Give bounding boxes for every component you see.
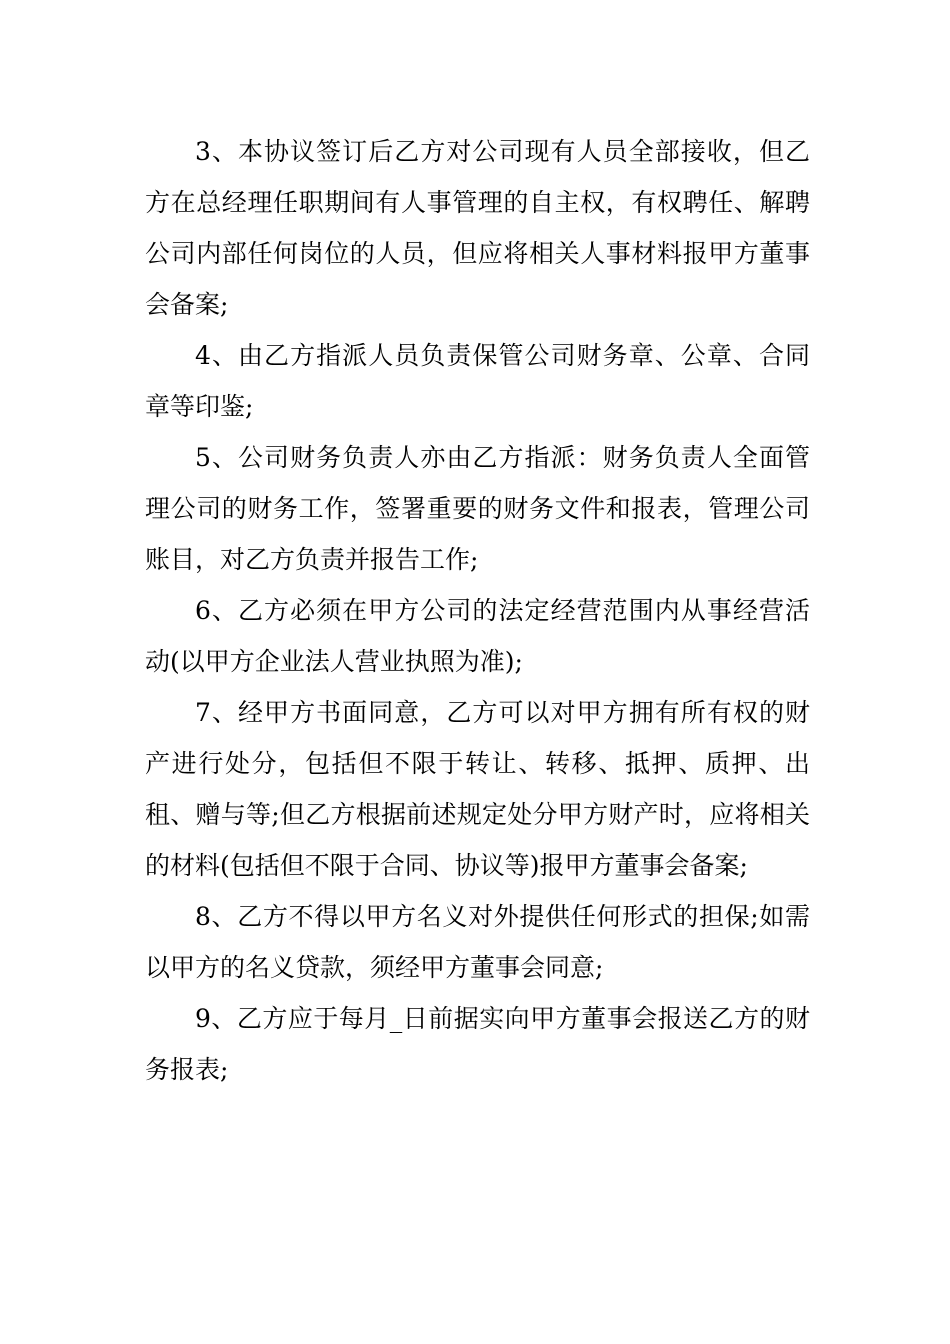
- clause-6: 6、乙方必须在甲方公司的法定经营范围内从事经营活动(以甲方企业法人营业执照为准);: [145, 596, 810, 676]
- clause-8: 8、乙方不得以甲方名义对外提供任何形式的担保;如需以甲方的名义贷款，须经甲方董事会同意;: [145, 902, 810, 982]
- clause-3: 3、本协议签订后乙方对公司现有人员全部接收，但乙方在总经理任职期间有人事管理的自主权，有权聘任、解聘公司内部任何岗位的人员，但应将相关人事材料报甲方董事会备案;: [145, 137, 810, 319]
- clause-7: 7、经甲方书面同意，乙方可以对甲方拥有所有权的财产进行处分，包括但不限于转让、转移、抵押、质押、出租、赠与等;但乙方根据前述规定处分甲方财产时，应将相关的材料(包括但不限于合同、协议等)报甲方董事会备案;: [145, 698, 810, 880]
- clause-4: 4、由乙方指派人员负责保管公司财务章、公章、合同章等印鉴;: [145, 341, 810, 421]
- document-body: [145, 126, 810, 1095]
- clause-5: 5、公司财务负责人亦由乙方指派：财务负责人全面管理公司的财务工作，签署重要的财务文件和报表，管理公司账目，对乙方负责并报告工作;: [145, 443, 810, 574]
- clause-9: 9、乙方应于每月_日前据实向甲方董事会报送乙方的财务报表;: [145, 1004, 810, 1084]
